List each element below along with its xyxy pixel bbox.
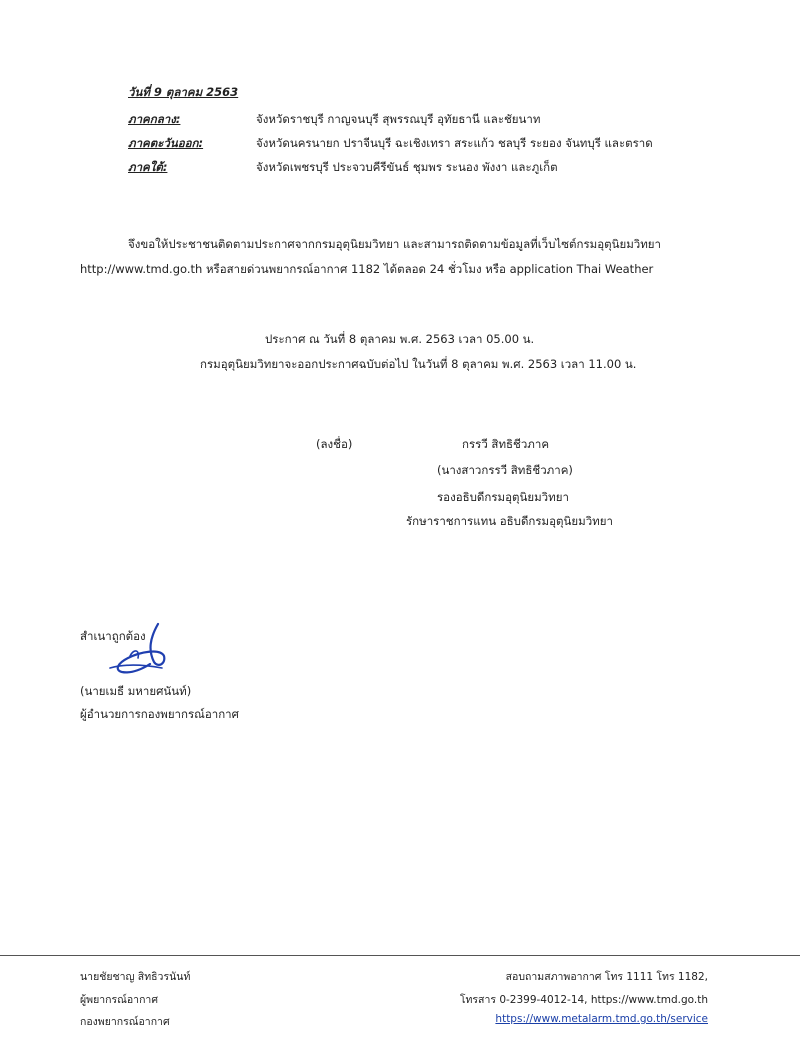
signatory-name: กรรวี สิทธิชีวภาค [462, 437, 550, 451]
signatory-position: รองอธิบดีกรมอุตุนิยมวิทยา [437, 490, 569, 504]
footer-divider [0, 955, 800, 956]
region-label: ภาคตะวันออก: [128, 136, 204, 150]
region-provinces: จังหวัดราชบุรี กาญจนบุรี สุพรรณบุรี อุทัยธานี และชัยนาท [256, 112, 541, 126]
footer-service-link[interactable]: https://www.metalarm.tmd.go.th/service [495, 1013, 708, 1025]
footer-division: กองพยากรณ์อากาศ [80, 1016, 170, 1028]
signatory-full-name: (นางสาวกรรวี สิทธิชีวภาค) [437, 463, 573, 477]
signatory-acting-position: รักษาราชการแทน อธิบดีกรมอุตุนิยมวิทยา [406, 514, 613, 528]
notice-line-2: http://www.tmd.go.th หรือสายด่วนพยากรณ์อากาศ 1182 ได้ตลอด 24 ชั่วโมง หรือ application Thai Weather [80, 262, 654, 276]
announcement-line-1: ประกาศ ณ วันที่ 8 ตุลาคม พ.ศ. 2563 เวลา 05.00 น. [265, 332, 535, 346]
region-label: ภาคใต้: [128, 160, 168, 174]
certified-copy-label: สำเนาถูกต้อง [80, 629, 146, 643]
footer-forecaster-name: นายชัยชาญ สิทธิวรนันท์ [80, 971, 191, 983]
footer-contact-phone: สอบถามสภาพอากาศ โทร 1111 โทร 1182, [505, 971, 708, 983]
certified-copy-position: ผู้อำนวยการกองพยากรณ์อากาศ [80, 707, 239, 721]
announcement-line-2: กรมอุตุนิยมวิทยาจะออกประกาศฉบับต่อไป ในวันที่ 8 ตุลาคม พ.ศ. 2563 เวลา 11.00 น. [200, 357, 637, 371]
signature-prefix: (ลงชื่อ) [316, 437, 353, 451]
footer-forecaster-title: ผู้พยากรณ์อากาศ [80, 994, 158, 1006]
region-provinces: จังหวัดนครนายก ปราจีนบุรี ฉะเชิงเทรา สระแก้ว ชลบุรี ระยอง จันทบุรี และตราด [256, 136, 653, 150]
date-heading: วันที่ 9 ตุลาคม 2563 [128, 85, 239, 99]
region-label: ภาคกลาง: [128, 112, 181, 126]
footer-contact-fax: โทรสาร 0-2399-4012-14, https://www.tmd.go.th [459, 994, 708, 1006]
region-provinces: จังหวัดเพชรบุรี ประจวบคีรีขันธ์ ชุมพร ระนอง พังงา และภูเก็ต [256, 160, 558, 174]
notice-line-1: จึงขอให้ประชาชนติดตามประกาศจากกรมอุตุนิยมวิทยา และสามารถติดตามข้อมูลที่เว็บไซต์กรมอุตุนิยมวิทยา [128, 237, 662, 251]
certified-copy-name: (นายเมธี มหายศนันท์) [80, 684, 192, 698]
handwritten-signature [100, 618, 180, 678]
